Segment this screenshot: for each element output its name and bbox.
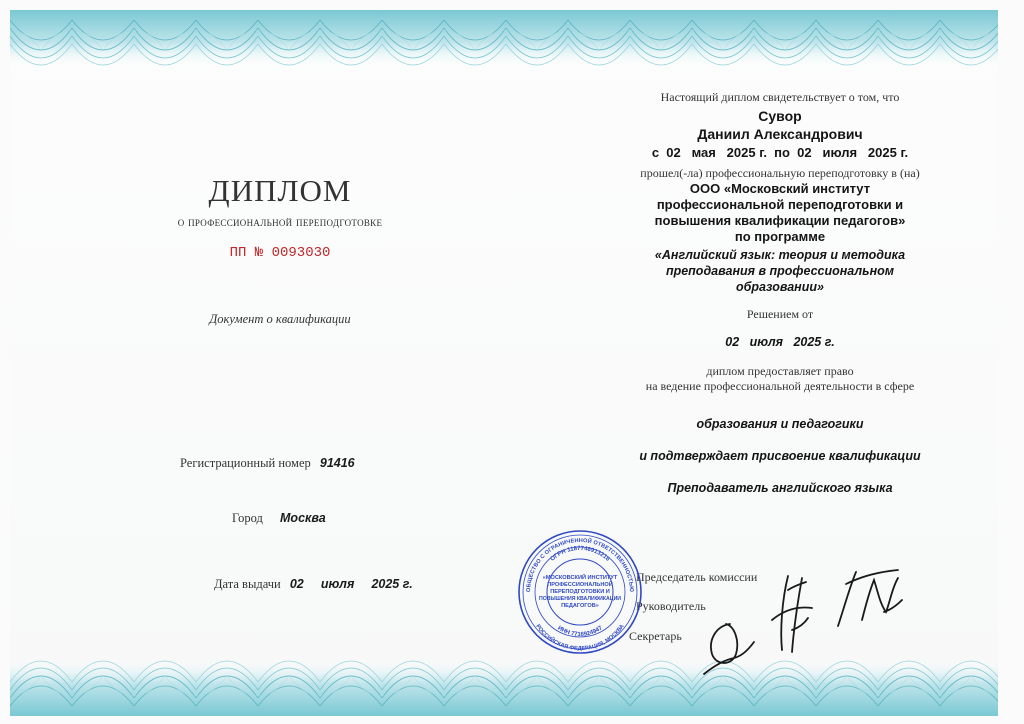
secretary-label: Секретарь — [629, 629, 682, 643]
recipient-surname: Сувор — [758, 108, 802, 124]
seal-ogrn: ОГРН 1187746913216 — [549, 545, 611, 563]
organization-seal — [516, 528, 644, 656]
secretary-signature-mark — [700, 614, 758, 678]
issue-day: 02 — [289, 577, 304, 591]
registration-label: Регистрационный номер — [180, 456, 311, 470]
program-line-1: «Английский язык: теория и методика — [654, 248, 906, 262]
program-line-3: образовании» — [736, 280, 824, 294]
diploma-number: ПП № 0093030 — [229, 245, 331, 261]
diploma-title: ДИПЛОМ — [208, 173, 352, 208]
decision-date: 02 июля 2025 г. — [725, 335, 835, 349]
head-signature-mark — [762, 570, 818, 656]
organization-line-1: ООО «Московский институт — [689, 181, 871, 196]
organization-line-2: профессиональной переподготовки и — [656, 197, 904, 212]
seal-center-line-2: ПРОФЕССИОНАЛЬНОЙ — [547, 582, 613, 588]
seal-ring-top: ОБЩЕСТВО С ОГРАНИЧЕННОЙ ОТВЕТСТВЕННОСТЬЮ — [525, 537, 635, 593]
bottom-guilloche-border — [10, 630, 998, 716]
organization-line-3: повышения квалификации педагогов» — [654, 213, 906, 228]
issue-year: 2025 г. — [371, 577, 413, 591]
grants-line-1: диплом предоставляет право — [706, 364, 854, 378]
training-period: с 02 мая 2025 г. по 02 июля 2025 г. — [651, 145, 909, 160]
program-line-2: преподавания в профессиональном — [665, 264, 895, 278]
decision-label: Решением от — [746, 307, 814, 321]
registration-row — [180, 456, 355, 471]
intro-text: Настоящий диплом свидетельствует о том, что — [660, 90, 900, 104]
diploma-subtitle: о профессиональной переподготовке — [177, 214, 383, 229]
qualification-value: Преподаватель английского языка — [667, 481, 893, 495]
city-row — [232, 511, 326, 526]
city-value: Москва — [280, 511, 326, 525]
issue-month: июля — [320, 577, 355, 591]
seal-ring-bottom: РОССИЙСКАЯ ФЕДЕРАЦИЯ, МОСКВА — [534, 623, 626, 653]
head-label: Руководитель — [636, 599, 706, 613]
seal-inn: ИНН 7716924947 — [556, 625, 604, 639]
top-guilloche-border — [10, 10, 998, 102]
seal-center-line-4: ПОВЫШЕНИЯ КВАЛИФИКАЦИИ — [538, 596, 622, 602]
confirms-text: и подтверждает присвоение квалификации — [639, 449, 921, 463]
passed-text: прошел(-ла) профессиональную переподготовку в (на) — [640, 166, 920, 180]
registration-number: 91416 — [319, 456, 355, 470]
issue-date-label: Дата выдачи — [214, 577, 281, 591]
document-type: Документ о квалификации — [209, 312, 351, 326]
svg-text:ИНН 7716924947 — [556, 625, 604, 638]
city-label: Город — [232, 511, 263, 525]
diploma-sheet — [10, 10, 998, 716]
seal-center-line-1: «МОСКОВСКИЙ ИНСТИТУТ — [542, 575, 618, 581]
seal-center-line-3: ПЕРЕПОДГОТОВКИ И — [550, 589, 610, 595]
chair-label: Председатель комиссии — [636, 570, 758, 584]
grants-line-2: на ведение профессиональной деятельности в сфере — [645, 379, 915, 393]
chair-signature-mark — [832, 564, 906, 634]
activity-sphere: образования и педагогики — [696, 417, 864, 431]
recipient-name: Даниил Александрович — [697, 126, 863, 142]
seal-center-line-5: ПЕДАГОГОВ» — [561, 603, 599, 609]
issue-date-row — [214, 577, 413, 592]
program-label: по программе — [734, 229, 826, 244]
